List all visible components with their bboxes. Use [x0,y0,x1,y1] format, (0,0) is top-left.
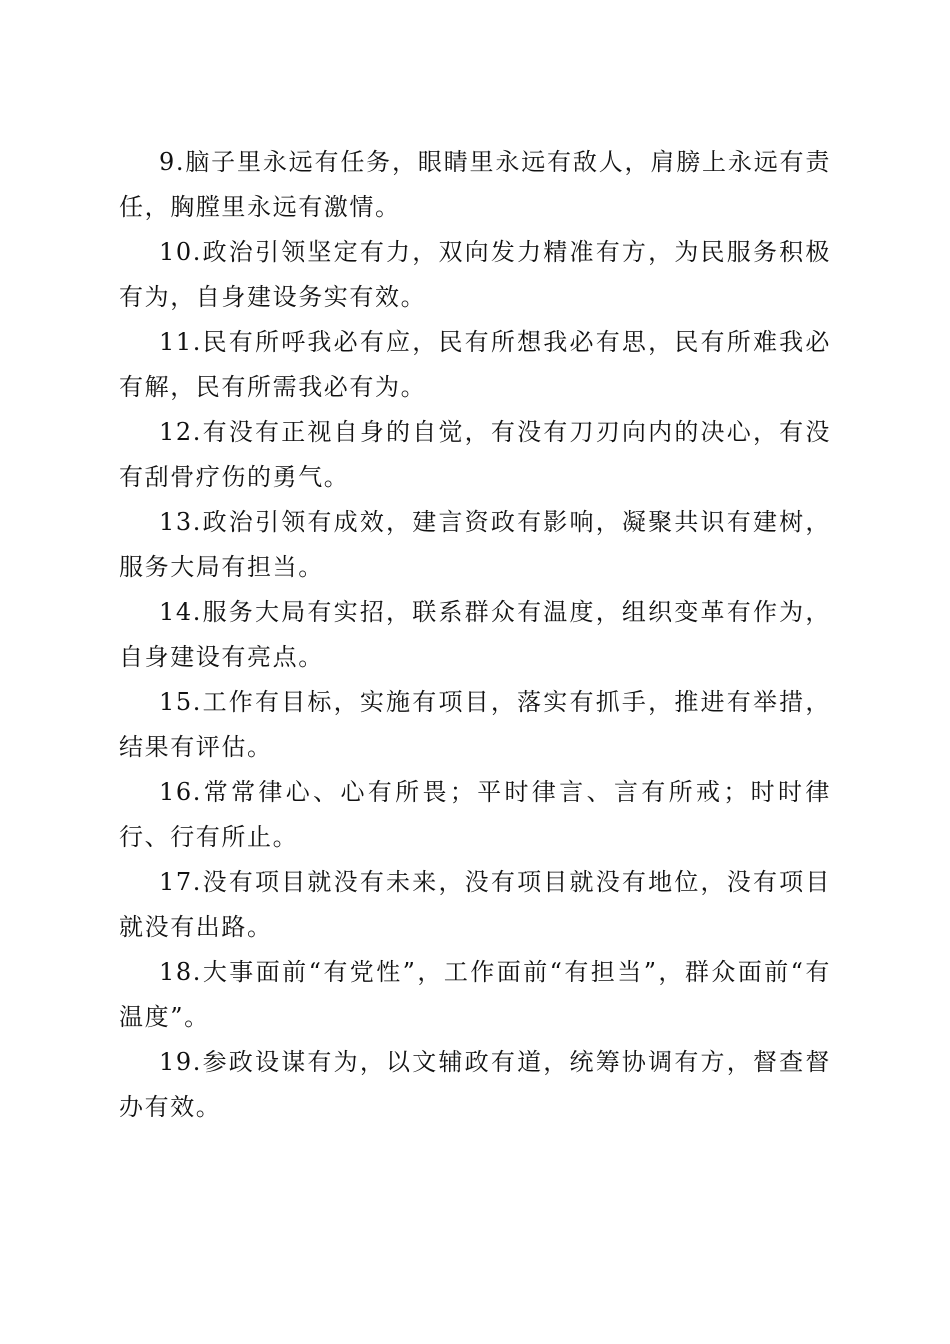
paragraph-15: 15.工作有目标，实施有项目，落实有抓手，推进有举措，结果有评估。 [119,688,831,761]
paragraph-19: 19.参政设谋有为，以文辅政有道，统筹协调有方，督查督办有效。 [119,1048,831,1121]
document-body [119,140,831,1130]
paragraph-16: 16.常常律心、心有所畏；平时律言、言有所戒；时时律行、行有所止。 [119,778,831,851]
paragraph-14: 14.服务大局有实招，联系群众有温度，组织变革有作为，自身建设有亮点。 [119,598,831,671]
paragraph-13: 13.政治引领有成效，建言资政有影响，凝聚共识有建树，服务大局有担当。 [119,508,831,581]
paragraph-10: 10.政治引领坚定有力，双向发力精准有方，为民服务积极有为，自身建设务实有效。 [119,238,831,311]
paragraph-12: 12.有没有正视自身的自觉，有没有刀刃向内的决心，有没有刮骨疗伤的勇气。 [119,418,831,491]
paragraph-9: 9.脑子里永远有任务，眼睛里永远有敌人，肩膀上永远有责任，胸膛里永远有激情。 [119,148,831,221]
paragraph-18: 18.大事面前“有党性”，工作面前“有担当”，群众面前“有温度”。 [119,958,831,1031]
paragraph-17: 17.没有项目就没有未来，没有项目就没有地位，没有项目就没有出路。 [119,868,831,941]
paragraph-11: 11.民有所呼我必有应，民有所想我必有思，民有所难我必有解，民有所需我必有为。 [119,328,831,401]
